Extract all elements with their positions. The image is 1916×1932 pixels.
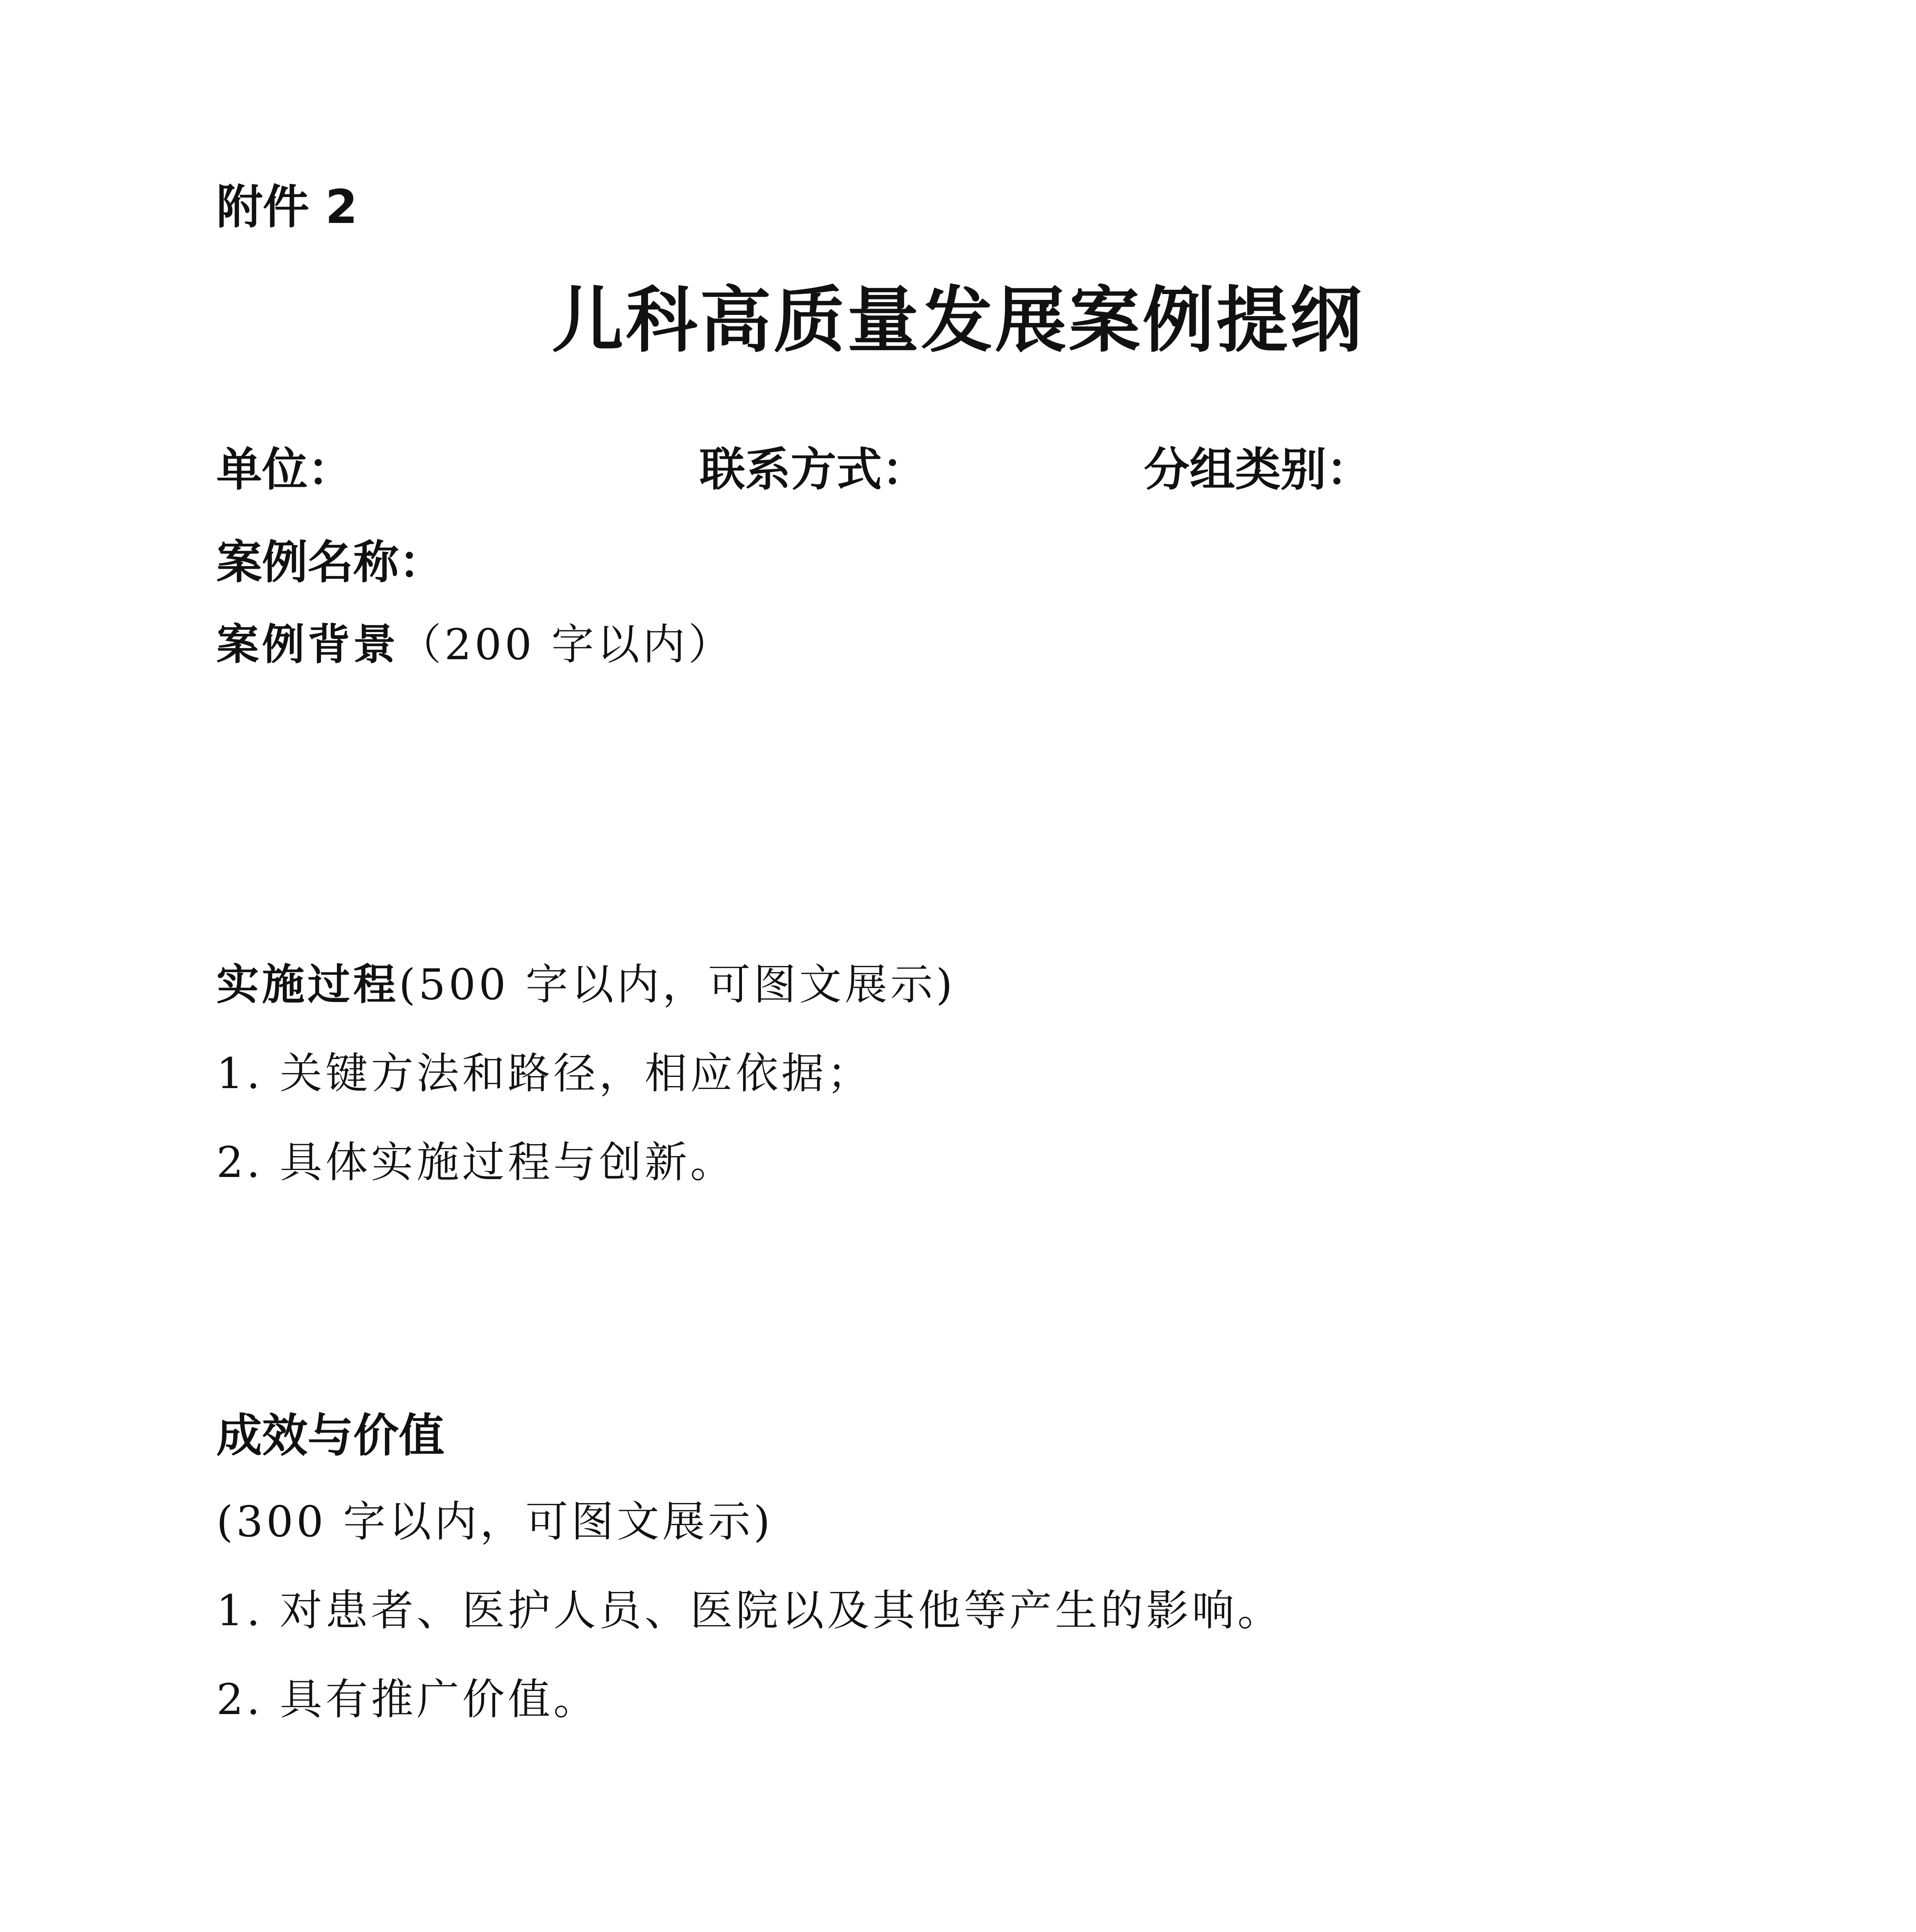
implementation-heading: 实施过程	[216, 960, 399, 1009]
group-field-label: 分组类别：	[1144, 443, 1372, 496]
implementation-item: 2. 具体实施过程与创新。	[216, 1138, 736, 1187]
contact-field-label: 联系方式：	[699, 443, 928, 496]
implementation-note: (500 字以内，可图文展示)	[399, 960, 956, 1009]
case-name-field-label: 案例名称：	[216, 536, 445, 589]
results-heading: 成效与价值	[216, 1409, 445, 1462]
background-heading: 案例背景	[216, 620, 399, 669]
background-heading-line	[216, 611, 734, 672]
document-title: 儿科高质量发展案例提纲	[552, 278, 1364, 362]
results-item: 1. 对患者、医护人员、医院以及其他等产生的影响。	[216, 1586, 1283, 1635]
results-item: 2. 具有推广价值。	[216, 1675, 599, 1724]
background-note: （200 字以内）	[399, 620, 734, 669]
unit-field-label: 单位：	[216, 443, 354, 496]
implementation-item: 1. 关键方法和路径，相应依据；	[216, 1049, 873, 1098]
attachment-label: 附件 2	[216, 180, 358, 234]
results-note: (300 字以内，可图文展示)	[216, 1497, 773, 1546]
implementation-heading-line	[216, 951, 956, 1012]
